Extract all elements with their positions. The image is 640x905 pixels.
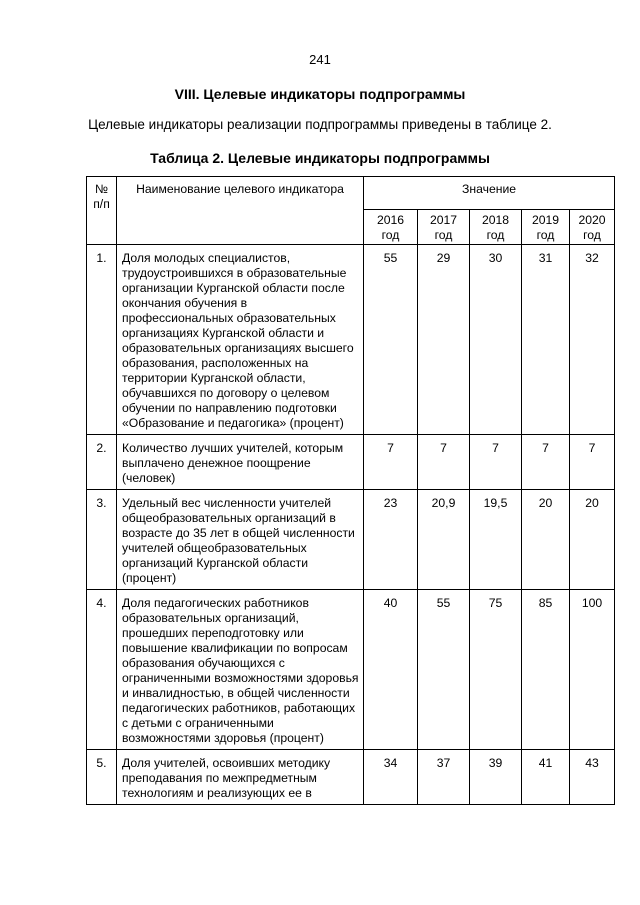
indicator-name: Доля молодых специалистов, трудоустроившихся в образовательные организации Курганской области после окончания обучения в профессиональных образовательных организациях Курганской области и образовательных организациях высшего образования, расположенных на территории Курганской области, обучавшихся по договору о целевом обучении по направлению подготовки «Образование и педагогика» (процент) (117, 245, 364, 435)
value-2020: 7 (570, 435, 615, 490)
year-unit: год (434, 227, 453, 242)
year-label: 2017 (429, 212, 458, 227)
value-2020: 20 (570, 490, 615, 590)
value-2018: 30 (470, 245, 522, 435)
table-row (87, 490, 615, 590)
row-number: 5. (87, 750, 117, 805)
row-number: 4. (87, 590, 117, 750)
intro-text: Целевые индикаторы реализации подпрограммы приведены в таблице 2. (88, 117, 552, 132)
header-value: Значение (364, 177, 615, 210)
value-2017: 55 (418, 590, 470, 750)
section-title: VIII. Целевые индикаторы подпрограммы (174, 86, 466, 102)
table-row (87, 435, 615, 490)
row-number: 3. (87, 490, 117, 590)
value-2016: 23 (364, 490, 418, 590)
year-unit: год (381, 227, 400, 242)
table-header-row (87, 177, 615, 210)
value-2017: 7 (418, 435, 470, 490)
header-indicator-name: Наименование целевого индикатора (117, 177, 364, 245)
header-year-2019 (522, 209, 570, 244)
value-2019: 20 (522, 490, 570, 590)
value-2016: 34 (364, 750, 418, 805)
table-row (87, 590, 615, 750)
value-2016: 55 (364, 245, 418, 435)
indicator-name: Удельный вес численности учителей общеобразовательных организаций в возрасте до 35 лет в общей численности учителей общеобразовательных организаций Курганской области (процент) (117, 490, 364, 590)
value-2019: 7 (522, 435, 570, 490)
value-2019: 85 (522, 590, 570, 750)
year-label: 2019 (531, 212, 560, 227)
header-year-2016 (364, 209, 418, 244)
value-2019: 31 (522, 245, 570, 435)
value-2017: 37 (418, 750, 470, 805)
row-number: 1. (87, 245, 117, 435)
year-label: 2020 (578, 212, 606, 227)
indicator-name: Доля педагогических работников образовательных организаций, прошедших переподготовку или повышение квалификации по вопросам образования обучающихся с ограниченными возможностями здоровья и инвалидностью, в общей численности педагогических работников, работающих с детьми с ограниченными возможностями здоровья (процент) (117, 590, 364, 750)
value-2018: 7 (470, 435, 522, 490)
indicator-name: Доля учителей, освоивших методику преподавания по межпредметным технологиям и реализующих ее в (117, 750, 364, 805)
header-year-2018 (470, 209, 522, 244)
value-2016: 40 (364, 590, 418, 750)
value-2019: 41 (522, 750, 570, 805)
indicator-name: Количество лучших учителей, которым выплачено денежное поощрение (человек) (117, 435, 364, 490)
value-2018: 75 (470, 590, 522, 750)
value-2017: 20,9 (418, 490, 470, 590)
year-unit: год (583, 227, 601, 242)
table-title: Таблица 2. Целевые индикаторы подпрограммы (150, 150, 490, 166)
year-unit: год (536, 227, 555, 242)
header-num-line1: № (94, 182, 109, 196)
row-number: 2. (87, 435, 117, 490)
header-year-2020 (570, 209, 615, 244)
value-2020: 43 (570, 750, 615, 805)
table-row (87, 245, 615, 435)
header-num (87, 177, 117, 245)
indicators-table (86, 176, 615, 805)
year-unit: год (486, 227, 505, 242)
table-row (87, 750, 615, 805)
value-2018: 19,5 (470, 490, 522, 590)
value-2020: 32 (570, 245, 615, 435)
year-label: 2018 (481, 212, 510, 227)
value-2016: 7 (364, 435, 418, 490)
page-number: 241 (309, 52, 331, 67)
header-year-2017 (418, 209, 470, 244)
value-2018: 39 (470, 750, 522, 805)
year-label: 2016 (376, 212, 405, 227)
value-2020: 100 (570, 590, 615, 750)
value-2017: 29 (418, 245, 470, 435)
header-num-line2: п/п (93, 197, 110, 211)
